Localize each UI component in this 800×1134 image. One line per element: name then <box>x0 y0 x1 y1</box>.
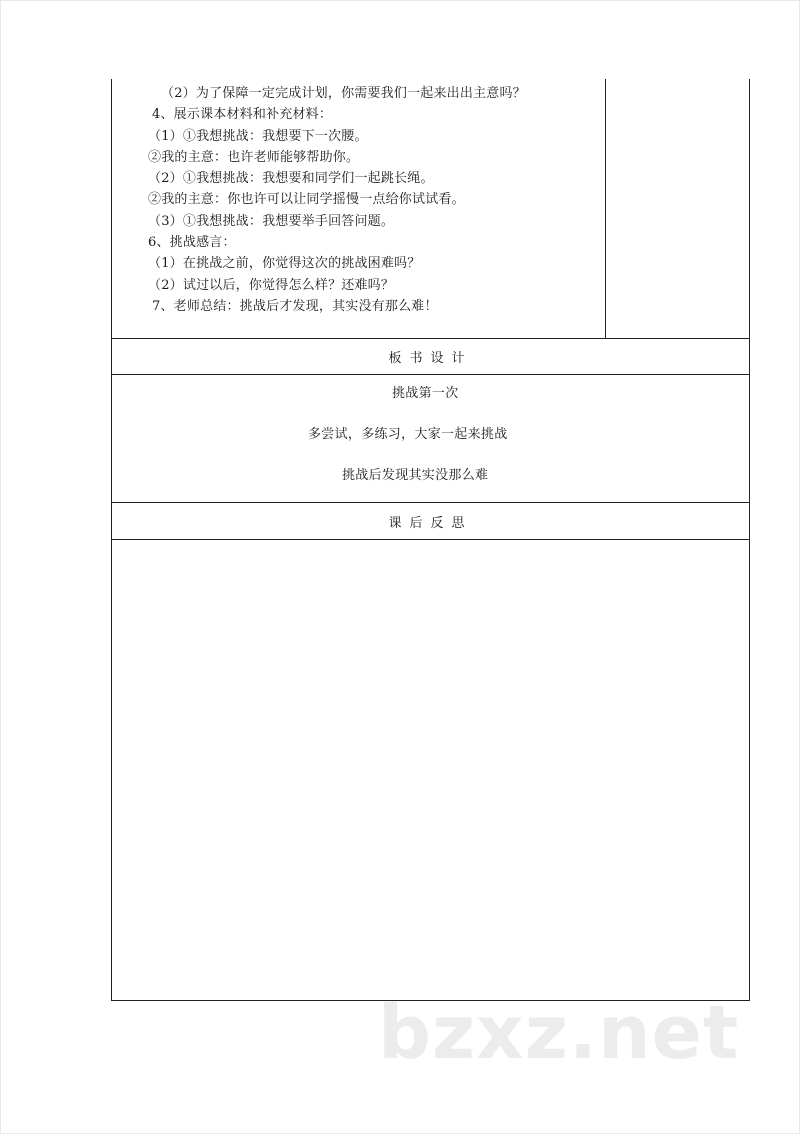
content-line: （2）为了保障一定完成计划，你需要我们一起来出出主意吗？ <box>161 86 526 101</box>
board-design-heading: 板书设计 <box>388 351 473 366</box>
teaching-process-cell <box>112 79 606 338</box>
content-line: 4、展示课本材料和补充材料： <box>152 107 333 123</box>
content-line: （1）在挑战之前，你觉得这次的挑战困难吗？ <box>148 256 421 272</box>
content-line: 7、老师总结：挑战后才发现，其实没有那么难！ <box>152 298 438 314</box>
content-line: （2）①我想挑战：我想要和同学们一起跳长绳。 <box>148 171 434 187</box>
lesson-plan-table <box>111 79 750 1001</box>
content-line: （1）①我想挑战：我想要下一次腰。 <box>148 128 368 144</box>
board-design-row <box>112 375 749 503</box>
teaching-process-row <box>112 79 749 339</box>
content-line: ②我的主意：你也许可以让同学摇慢一点给你试试看。 <box>148 192 465 208</box>
notes-cell <box>606 79 749 338</box>
content-line: 6、挑战感言： <box>148 235 236 251</box>
site-watermark: bzxz.net <box>378 990 740 1076</box>
board-line: 挑战第一次 <box>392 386 459 401</box>
reflection-header-row <box>112 503 749 540</box>
content-line: ②我的主意：也许老师能够帮助你。 <box>148 149 360 165</box>
reflection-heading: 课后反思 <box>388 515 473 531</box>
board-line: 多尝试，多练习，大家一起来挑战 <box>308 427 508 442</box>
board-line: 挑战后发现其实没那么难 <box>342 468 489 483</box>
teaching-process-lines <box>148 83 526 317</box>
content-line: （3）①我想挑战：我想要举手回答问题。 <box>148 213 395 229</box>
content-line: （2）试过以后，你觉得怎么样？还难吗？ <box>148 277 395 293</box>
board-design-header-row <box>112 339 749 375</box>
reflection-cell <box>112 540 749 1000</box>
